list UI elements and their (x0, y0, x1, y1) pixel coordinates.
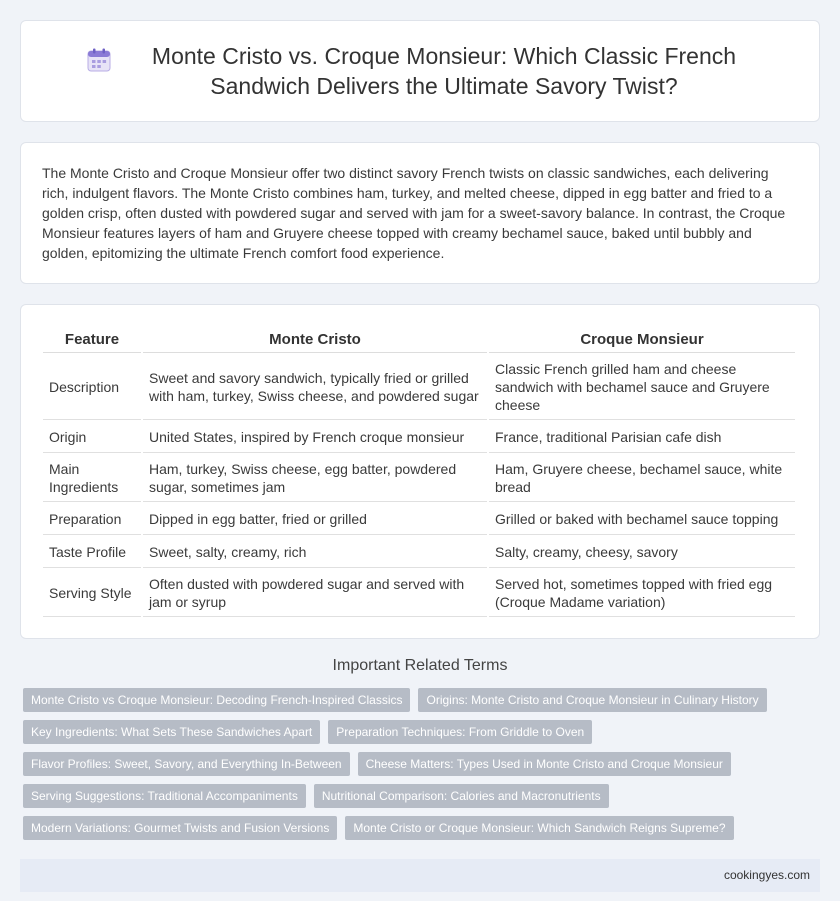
row-monte-cristo: Often dusted with powdered sugar and served with jam or syrup (143, 570, 487, 617)
intro-card (20, 142, 820, 284)
table-row (43, 422, 795, 453)
comparison-card (20, 304, 820, 639)
table-row (43, 504, 795, 535)
row-feature: Serving Style (43, 570, 141, 617)
calendar-icon (86, 47, 112, 73)
header-monte-cristo: Monte Cristo (143, 327, 487, 353)
footer (20, 859, 820, 892)
related-terms-title: Important Related Terms (332, 657, 508, 674)
row-monte-cristo: Sweet, salty, creamy, rich (143, 537, 487, 568)
title-card (20, 20, 820, 122)
row-croque-monsieur: Grilled or baked with bechamel sauce topping (489, 504, 795, 535)
related-term-tag[interactable]: Origins: Monte Cristo and Croque Monsieur in Culinary History (418, 688, 766, 712)
related-term-tag[interactable]: Nutritional Comparison: Calories and Macronutrients (314, 784, 609, 808)
related-term-tag[interactable]: Modern Variations: Gourmet Twists and Fusion Versions (23, 816, 337, 840)
row-feature: Main Ingredients (43, 455, 141, 502)
table-row (43, 355, 795, 420)
related-term-tag[interactable]: Serving Suggestions: Traditional Accompaniments (23, 784, 306, 808)
header-croque-monsieur: Croque Monsieur (489, 327, 795, 353)
related-terms-list (0, 688, 840, 848)
row-feature: Taste Profile (43, 537, 141, 568)
footer-site-link[interactable]: cookingyes.com (723, 868, 810, 882)
intro-paragraph: The Monte Cristo and Croque Monsieur offer two distinct savory French twists on classic sandwiches, each delivering rich, indulgent flavors. The Monte Cristo combines ham, turkey, and melted cheese, dipped in egg batter and fried to a golden crisp, often dusted with powdered sugar and served with jam for a sweet-savory balance. In contrast, the Croque Monsieur features layers of ham and Gruyere cheese topped with creamy bechamel sauce, baked until bubbly and golden, epitomizing the ultimate French comfort food experience. (42, 165, 786, 261)
row-monte-cristo: United States, inspired by French croque monsieur (143, 422, 487, 453)
row-croque-monsieur: Salty, creamy, cheesy, savory (489, 537, 795, 568)
table-row (43, 570, 795, 617)
related-term-tag[interactable]: Key Ingredients: What Sets These Sandwiches Apart (23, 720, 320, 744)
row-feature: Preparation (43, 504, 141, 535)
row-feature: Origin (43, 422, 141, 453)
table-header-row (43, 327, 795, 353)
related-term-tag[interactable]: Monte Cristo vs Croque Monsieur: Decoding French-Inspired Classics (23, 688, 410, 712)
table-row (43, 455, 795, 502)
related-term-tag[interactable]: Flavor Profiles: Sweet, Savory, and Everything In-Between (23, 752, 350, 776)
related-term-tag[interactable]: Monte Cristo or Croque Monsieur: Which Sandwich Reigns Supreme? (345, 816, 733, 840)
row-croque-monsieur: Ham, Gruyere cheese, bechamel sauce, white bread (489, 455, 795, 502)
related-term-tag[interactable]: Cheese Matters: Types Used in Monte Cristo and Croque Monsieur (358, 752, 731, 776)
row-monte-cristo: Dipped in egg batter, fried or grilled (143, 504, 487, 535)
table-row (43, 537, 795, 568)
page-title: Monte Cristo vs. Croque Monsieur: Which Classic French Sandwich Delivers the Ultimate Savory Twist? (151, 43, 737, 99)
row-croque-monsieur: Classic French grilled ham and cheese sandwich with bechamel sauce and Gruyere cheese (489, 355, 795, 420)
comparison-table (41, 325, 797, 619)
row-croque-monsieur: Served hot, sometimes topped with fried egg (Croque Madame variation) (489, 570, 795, 617)
header-feature: Feature (43, 327, 141, 353)
row-monte-cristo: Ham, turkey, Swiss cheese, egg batter, powdered sugar, sometimes jam (143, 455, 487, 502)
row-monte-cristo: Sweet and savory sandwich, typically fried or grilled with ham, turkey, Swiss cheese, and powdered sugar (143, 355, 487, 420)
related-term-tag[interactable]: Preparation Techniques: From Griddle to Oven (328, 720, 592, 744)
row-feature: Description (43, 355, 141, 420)
row-croque-monsieur: France, traditional Parisian cafe dish (489, 422, 795, 453)
